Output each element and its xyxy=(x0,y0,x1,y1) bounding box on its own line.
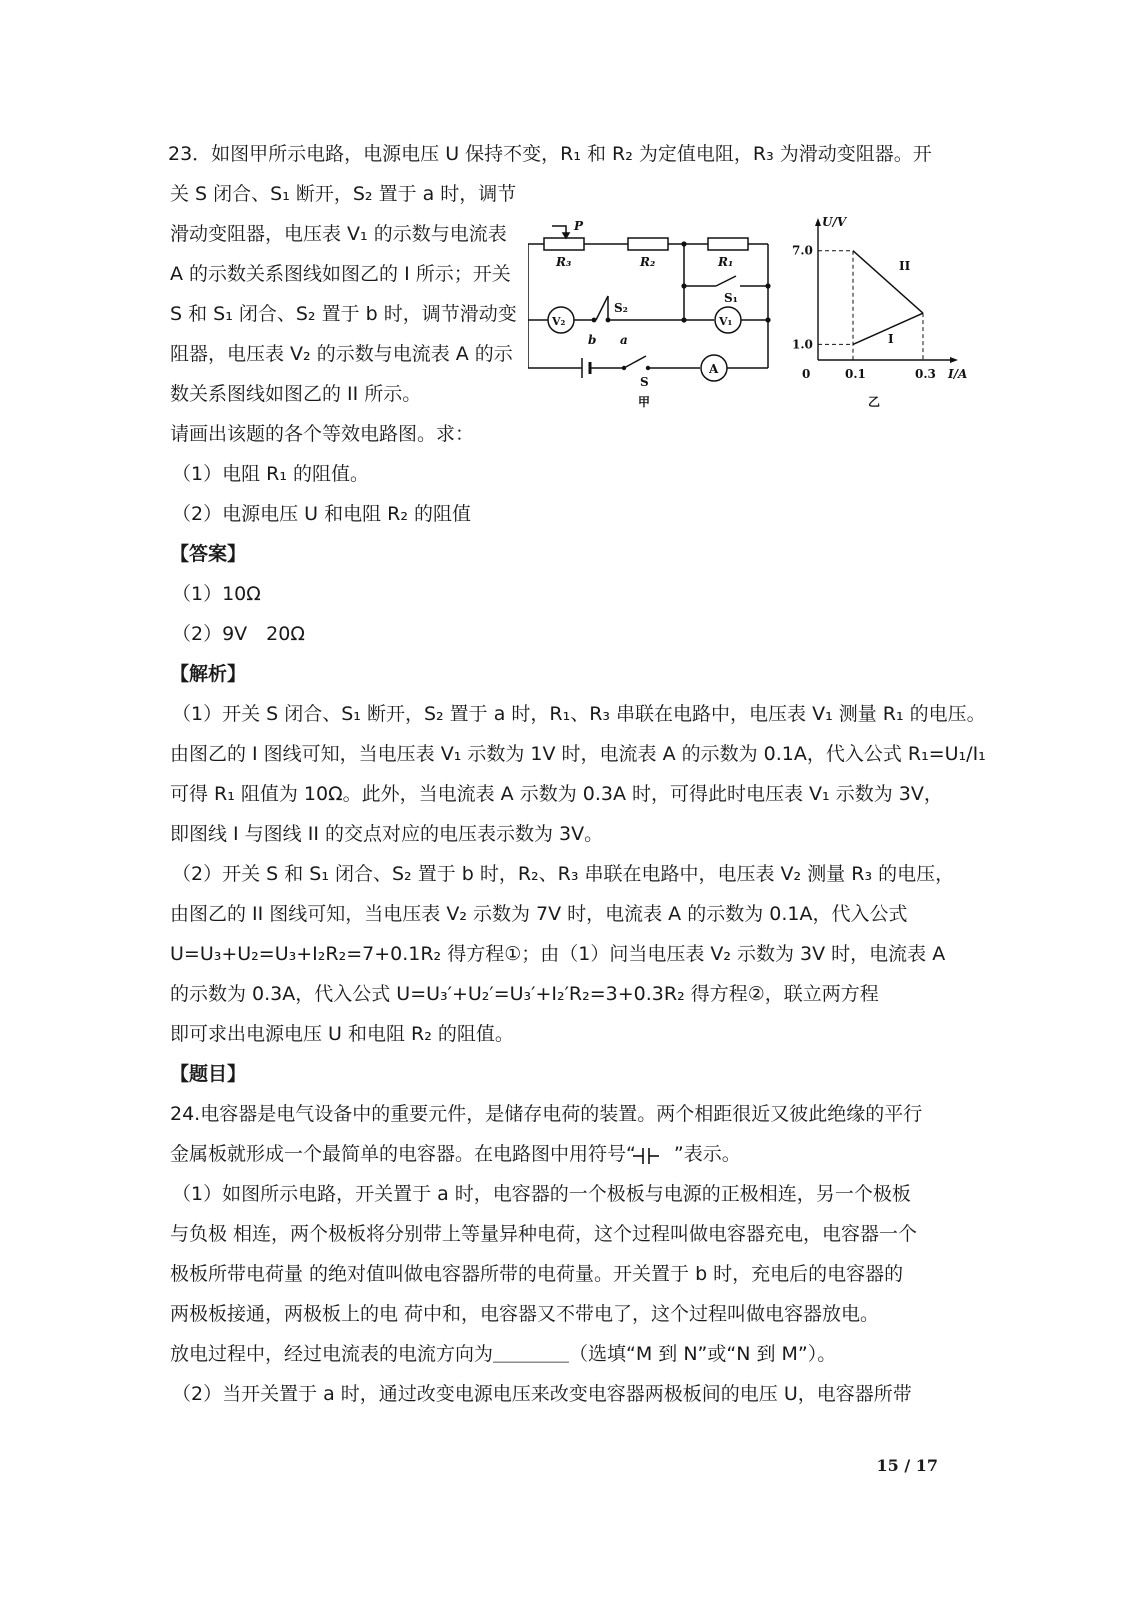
series-line-ii xyxy=(853,251,923,313)
q23-line: 请画出该题的各个等效电路图。求： xyxy=(170,423,475,445)
y-axis-arrow-icon xyxy=(815,218,821,226)
graph-yi xyxy=(792,216,967,409)
q23-line: 滑动变阻器，电压表 V₁ 的示数与电流表 xyxy=(170,223,507,245)
label-r3: R₃ xyxy=(556,255,572,269)
label-a-terminal: a xyxy=(620,333,628,347)
resistor-r1 xyxy=(708,238,748,250)
label-v1: V₁ xyxy=(719,315,733,328)
q23-subquestion: （1）电阻 R₁ 的阻值。 xyxy=(172,463,369,485)
q23-line: A 的示数关系图线如图乙的 I 所示；开关 xyxy=(170,263,511,285)
label-b-terminal: b xyxy=(588,333,597,347)
q24-line: 放电过程中，经过电流表的电流方向为＿＿＿＿（选填“M 到 N”或“N 到 M”）。 xyxy=(170,1343,837,1365)
page-number: 15 / 17 xyxy=(876,1456,938,1475)
analysis-line: 可得 R₁ 阻值为 10Ω。此外，当电流表 A 示数为 0.3A 时，可得此时电压表 V₁ 示数为 3V， xyxy=(170,783,943,805)
series-label-i: I xyxy=(888,331,894,346)
switch-s2 xyxy=(596,296,608,320)
analysis-line: （1）开关 S 闭合、S₁ 断开，S₂ 置于 a 时，R₁、R₃ 串联在电路中，电压表 V₁ 测量 R₁ 的电压。 xyxy=(172,703,986,725)
q24-line: 金属板就形成一个最简单的电容器。在电路图中用符号“ ”表示。 xyxy=(170,1143,741,1165)
answer-line: （1）10Ω xyxy=(172,583,261,605)
capacitor-symbol-icon xyxy=(633,1147,661,1165)
q24-heading: 【题目】 xyxy=(170,1063,247,1085)
label-r2: R₂ xyxy=(640,255,656,269)
q24-line: 与负极 相连，两个极板将分别带上等量异种电荷，这个过程叫做电容器充电，电容器一个 xyxy=(170,1223,918,1245)
analysis-line: 由图乙的 I 图线可知，当电压表 V₁ 示数为 1V 时，电流表 A 的示数为 0.1A，代入公式 R₁=U₁/I₁ xyxy=(170,743,986,765)
q23-subquestion: （2）电源电压 U 和电阻 R₂ 的阻值 xyxy=(172,503,471,525)
y-tick-label: 1.0 xyxy=(792,337,813,352)
label-s2: S₂ xyxy=(614,301,628,315)
x-axis-arrow-icon xyxy=(950,357,958,363)
analysis-line: 由图乙的 II 图线可知，当电压表 V₂ 示数为 7V 时，电流表 A 的示数为 0.1A，代入公式 xyxy=(170,903,908,925)
label-s: S xyxy=(640,375,649,389)
y-axis-label: U/V xyxy=(822,216,847,229)
analysis-line: （2）开关 S 和 S₁ 闭合、S₂ 置于 b 时，R₂、R₃ 串联在电路中，电压表 V₂ 测量 R₃ 的电压， xyxy=(172,863,955,885)
label-r1: R₁ xyxy=(718,255,734,269)
q23-line: 数关系图线如图乙的 II 所示。 xyxy=(170,383,422,405)
q24-line: 24.电容器是电气设备中的重要元件，是储存电荷的装置。两个相距很近又彼此绝缘的平行 xyxy=(170,1103,923,1125)
x-tick-label: 0.1 xyxy=(845,367,866,381)
analysis-line: 即可求出电源电压 U 和电阻 R₂ 的阻值。 xyxy=(170,1023,514,1045)
analysis-heading: 【解析】 xyxy=(170,663,247,685)
chart-title: 乙 xyxy=(868,395,881,409)
analysis-line: 的示数为 0.3A，代入公式 U=U₃′+U₂′=U₃′+I₂′R₂=3+0.3R₂ 得方程②，联立两方程 xyxy=(170,983,879,1005)
q24-line: 两极板接通，两极板上的电 荷中和，电容器又不带电了，这个过程叫做电容器放电。 xyxy=(170,1303,880,1325)
answer-line: （2）9V 20Ω xyxy=(172,623,305,645)
q24-line: （2）当开关置于 a 时，通过改变电源电压来改变电容器两极板间的电压 U，电容器所带 xyxy=(172,1383,912,1405)
x-axis-label: I/A xyxy=(948,367,968,381)
label-s1: S₁ xyxy=(724,291,738,305)
answer-heading: 【答案】 xyxy=(170,543,247,565)
origin-label: 0 xyxy=(802,367,811,381)
q24-line: （1）如图所示电路，开关置于 a 时，电容器的一个极板与电源的正极相连，另一个极板 xyxy=(172,1183,911,1205)
switch-s xyxy=(624,356,646,368)
y-tick-label: 7.0 xyxy=(792,243,813,258)
series-label-ii: II xyxy=(899,259,911,274)
q23-line: 23．如图甲所示电路，电源电压 U 保持不变，R₁ 和 R₂ 为定值电阻，R₃ 为滑动变阻器。开 xyxy=(168,143,932,165)
label-v2: V₂ xyxy=(552,315,566,328)
switch-s1 xyxy=(716,276,736,286)
label-a: A xyxy=(709,362,719,376)
q23-line: 关 S 闭合、S₁ 断开，S₂ 置于 a 时，调节 xyxy=(170,183,517,205)
q23-line: 阻器，电压表 V₂ 的示数与电流表 A 的示 xyxy=(170,343,513,365)
resistor-r3 xyxy=(544,238,584,250)
analysis-line: 即图线 I 与图线 II 的交点对应的电压表示数为 3V。 xyxy=(170,823,604,845)
q24-line: 极板所带电荷量 的绝对值叫做电容器所带的电荷量。开关置于 b 时，充电后的电容器的 xyxy=(170,1263,904,1285)
q23-line: S 和 S₁ 闭合、S₂ 置于 b 时，调节滑动变 xyxy=(170,303,517,325)
analysis-line: U=U₃+U₂=U₃+I₂R₂=7+0.1R₂ 得方程①；由（1）问当电压表 V₂ 示数为 3V 时，电流表 A xyxy=(170,943,946,965)
resistor-r2 xyxy=(628,238,668,250)
x-tick-label: 0.3 xyxy=(915,367,936,381)
label-p: P xyxy=(574,219,584,233)
circuit-caption: 甲 xyxy=(638,395,651,409)
figure-panel xyxy=(528,216,968,416)
